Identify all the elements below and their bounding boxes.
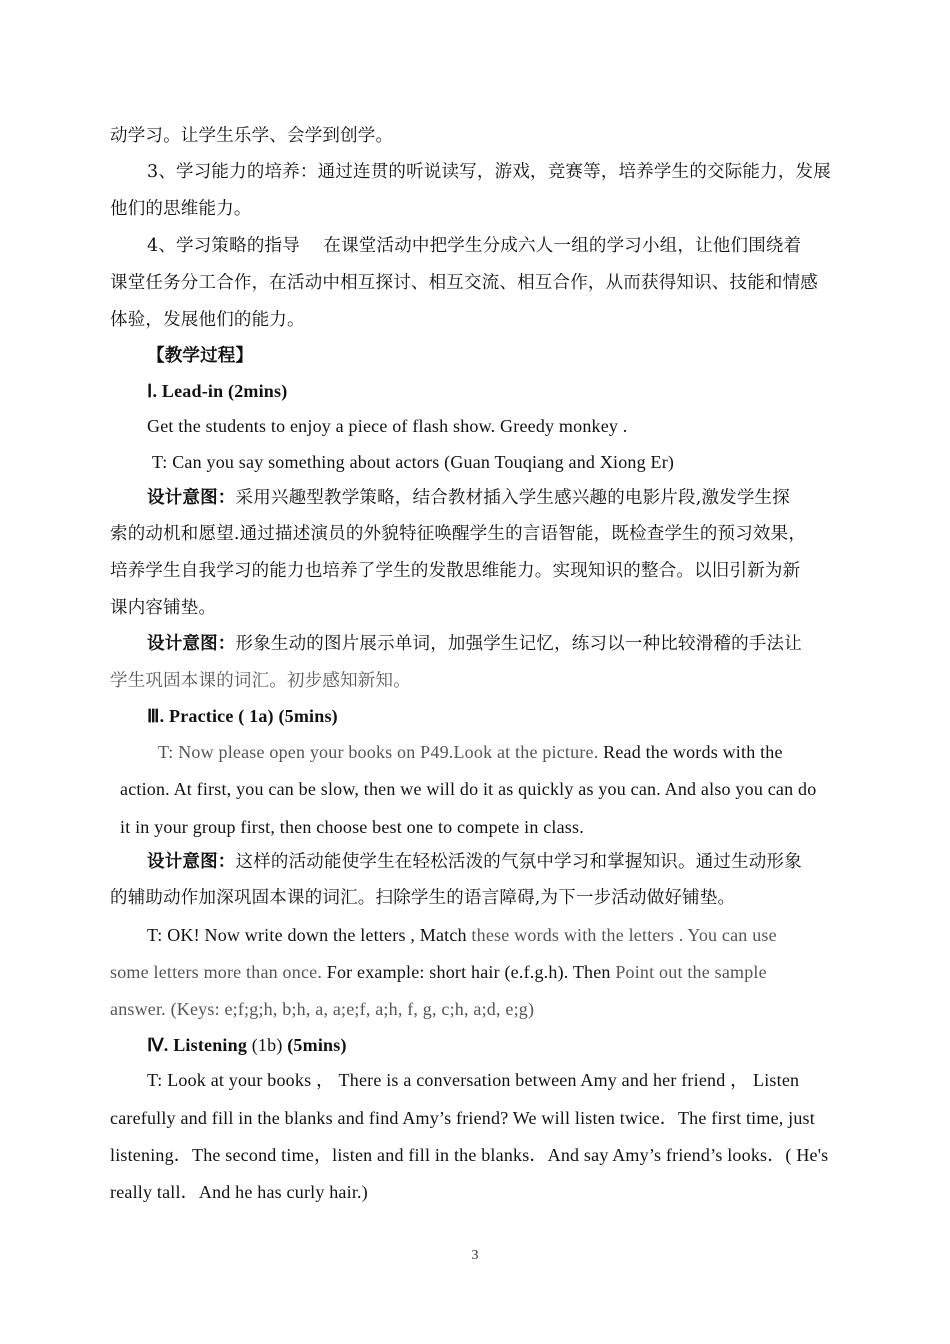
section-heading-listening: Ⅳ. Listening (1b) (5mins) <box>147 1035 347 1055</box>
page-number: 3 <box>471 1248 479 1263</box>
paragraph-line: T: OK! Now write down the letters , Match these words with the letters . You can use <box>147 925 777 945</box>
paragraph-line: 体验，发展他们的能力。 <box>110 310 305 330</box>
paragraph-line: action. At first, you can be slow, then we will do it as quickly as you can. And also you can do <box>120 779 817 799</box>
design-intent-line: 设计意图：这样的活动能使学生在轻松活泼的气氛中学习和掌握知识。通过生动形象 <box>147 852 802 872</box>
design-intent-label: 设计意图： <box>147 634 236 654</box>
paragraph-line: it in your group first, then choose best one to compete in class. <box>120 817 584 837</box>
paragraph-line: T: Can you say something about actors (Guan Touqiang and Xiong Er) <box>152 452 675 472</box>
paragraph-line: T: Now please open your books on P49.Look at the picture. Read the words with the <box>158 742 783 762</box>
paragraph-line: 学生巩固本课的词汇。初步感知新知。 <box>110 671 411 691</box>
paragraph-line: 动学习。让学生乐学、会学到创学。 <box>110 126 394 146</box>
paragraph-line: carefully and fill in the blanks and find Amy’s friend? We will listen twice．The first time, just <box>110 1108 815 1128</box>
answer-keys-line: answer. (Keys: e;f;g;h, b;h, a, a;e;f, a;h, f, g, c;h, a;d, e;g) <box>110 999 535 1019</box>
paragraph-line: 4、学习策略的指导 在课堂活动中把学生分成六人一组的学习小组，让他们围绕着 <box>147 236 802 256</box>
section-heading-lead-in: Ⅰ. Lead-in (2mins) <box>147 381 288 401</box>
paragraph-line: 索的动机和愿望.通过描述演员的外貌特征唤醒学生的言语智能，既检查学生的预习效果， <box>110 524 807 544</box>
paragraph-line: some letters more than once. For example: short hair (e.f.g.h). Then Point out the sample <box>110 962 767 982</box>
paragraph-line: Get the students to enjoy a piece of flash show. Greedy monkey . <box>147 416 628 436</box>
section-heading-practice: Ⅲ. Practice ( 1a) (5mins) <box>147 706 338 726</box>
paragraph-line: 课堂任务分工合作，在活动中相互探讨、相互交流、相互合作，从而获得知识、技能和情感 <box>110 273 818 293</box>
paragraph-line: 课内容铺垫。 <box>110 598 217 618</box>
paragraph-line: T: Look at your books ， There is a conversation between Amy and her friend ， Listen <box>147 1070 800 1090</box>
paragraph-line: 3、学习能力的培养：通过连贯的听说读写，游戏，竞赛等，培养学生的交际能力，发展 <box>147 162 831 182</box>
paragraph-line: listening．The second time，listen and fill in the blanks．And say Amy’s friend’s looks．( He's <box>110 1145 829 1165</box>
design-intent-line: 设计意图：采用兴趣型教学策略，结合教材插入学生感兴趣的电影片段,激发学生探 <box>147 488 790 508</box>
design-intent-label: 设计意图： <box>147 488 236 508</box>
paragraph-line: 培养学生自我学习的能力也培养了学生的发散思维能力。实现知识的整合。以旧引新为新 <box>110 561 801 581</box>
paragraph-line: 他们的思维能力。 <box>110 199 252 219</box>
design-intent-line: 设计意图：形象生动的图片展示单词，加强学生记忆，练习以一种比较滑稽的手法让 <box>147 634 802 654</box>
section-heading-teaching-process: 【教学过程】 <box>147 346 254 366</box>
design-intent-label: 设计意图： <box>147 852 236 872</box>
paragraph-line: 的辅助动作加深巩固本课的词汇。扫除学生的语言障碍,为下一步活动做好铺垫。 <box>110 888 736 908</box>
paragraph-line: really tall．And he has curly hair.) <box>110 1182 368 1202</box>
